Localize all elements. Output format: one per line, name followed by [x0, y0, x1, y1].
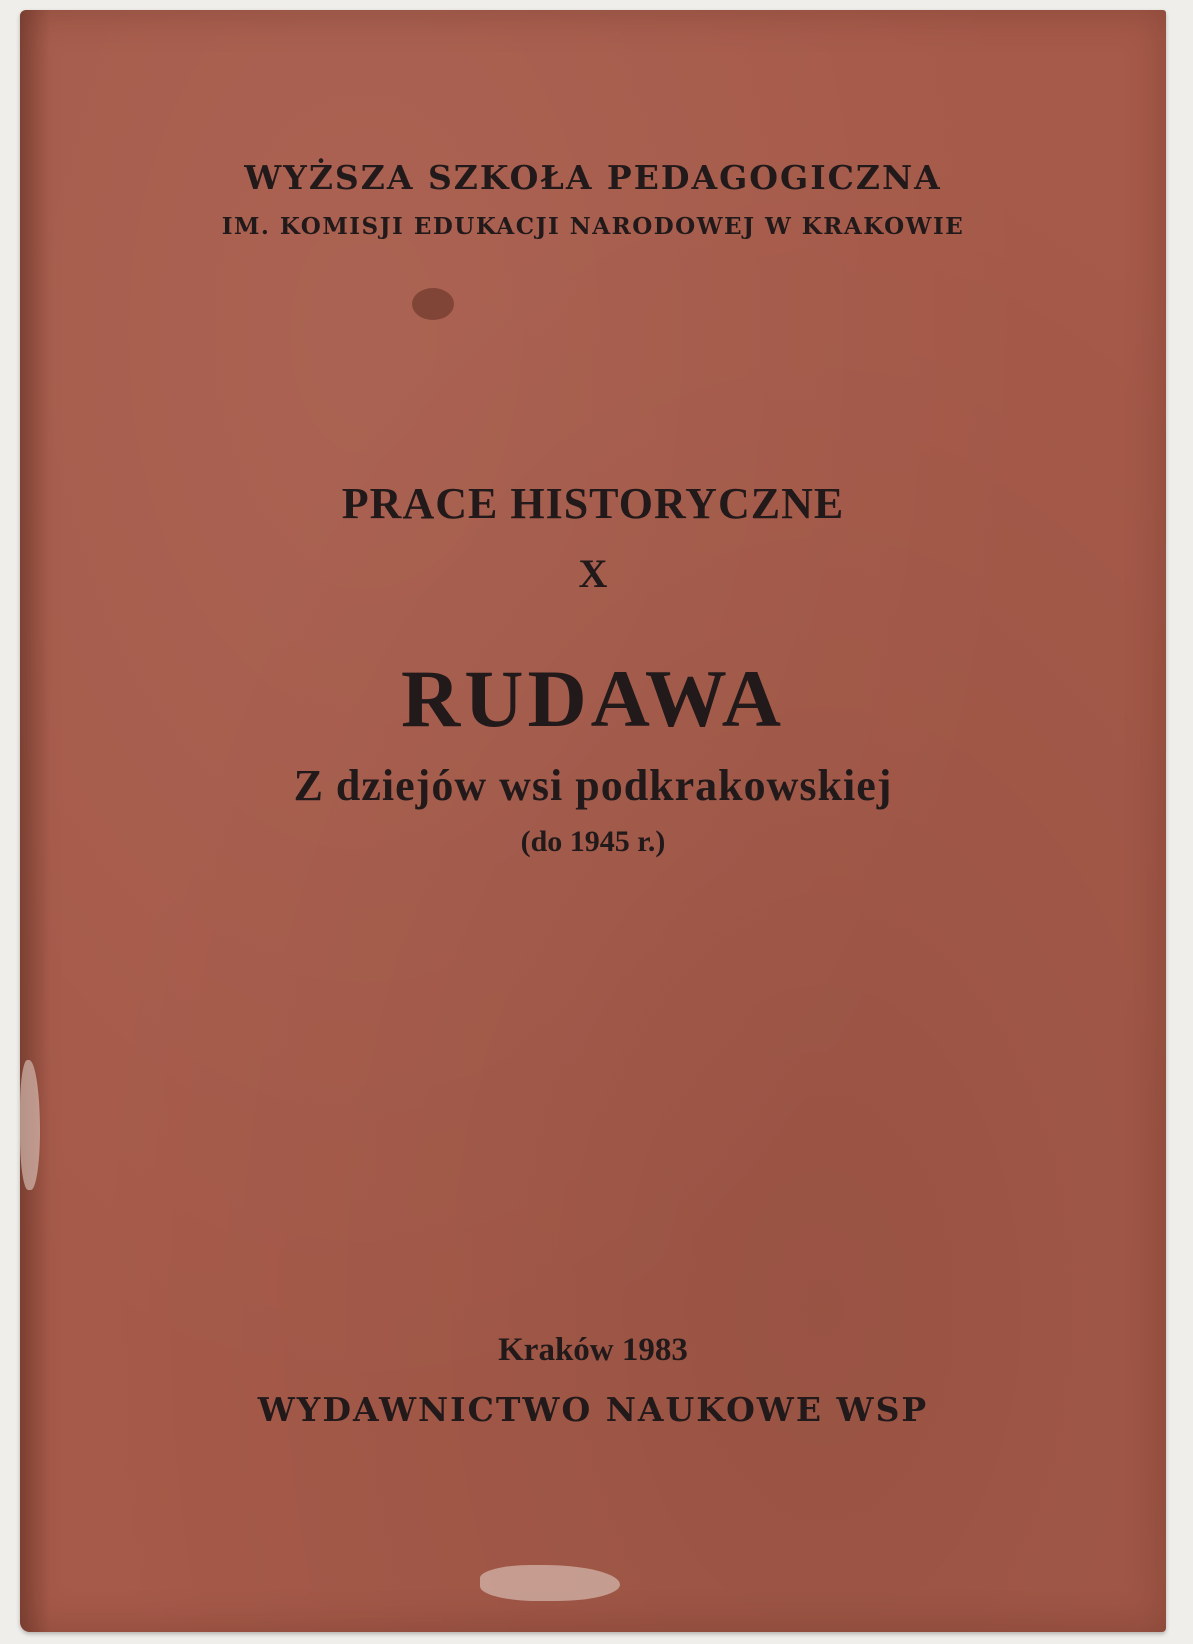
series-title: PRACE HISTORYCZNE	[341, 479, 845, 528]
book-title: RUDAWA	[401, 653, 785, 744]
cover-wear	[480, 1565, 620, 1601]
book-cover	[20, 10, 1166, 1632]
publisher-name: WYDAWNICTWO NAUKOWE WSP	[257, 1390, 929, 1429]
place-year: Kraków 1983	[498, 1332, 688, 1368]
series-volume: X	[578, 551, 608, 596]
institution-subtitle: IM. KOMISJI EDUKACJI NARODOWEJ W KRAKOWIE	[221, 213, 965, 240]
book-subtitle: Z dziejów wsi podkrakowskiej	[293, 761, 893, 810]
date-range: (do 1945 r.)	[520, 825, 666, 858]
spine-shadow	[20, 10, 50, 1632]
institution-name: WYŻSZA SZKOŁA PEDAGOGICZNA	[244, 158, 942, 197]
cover-stain	[412, 288, 454, 320]
